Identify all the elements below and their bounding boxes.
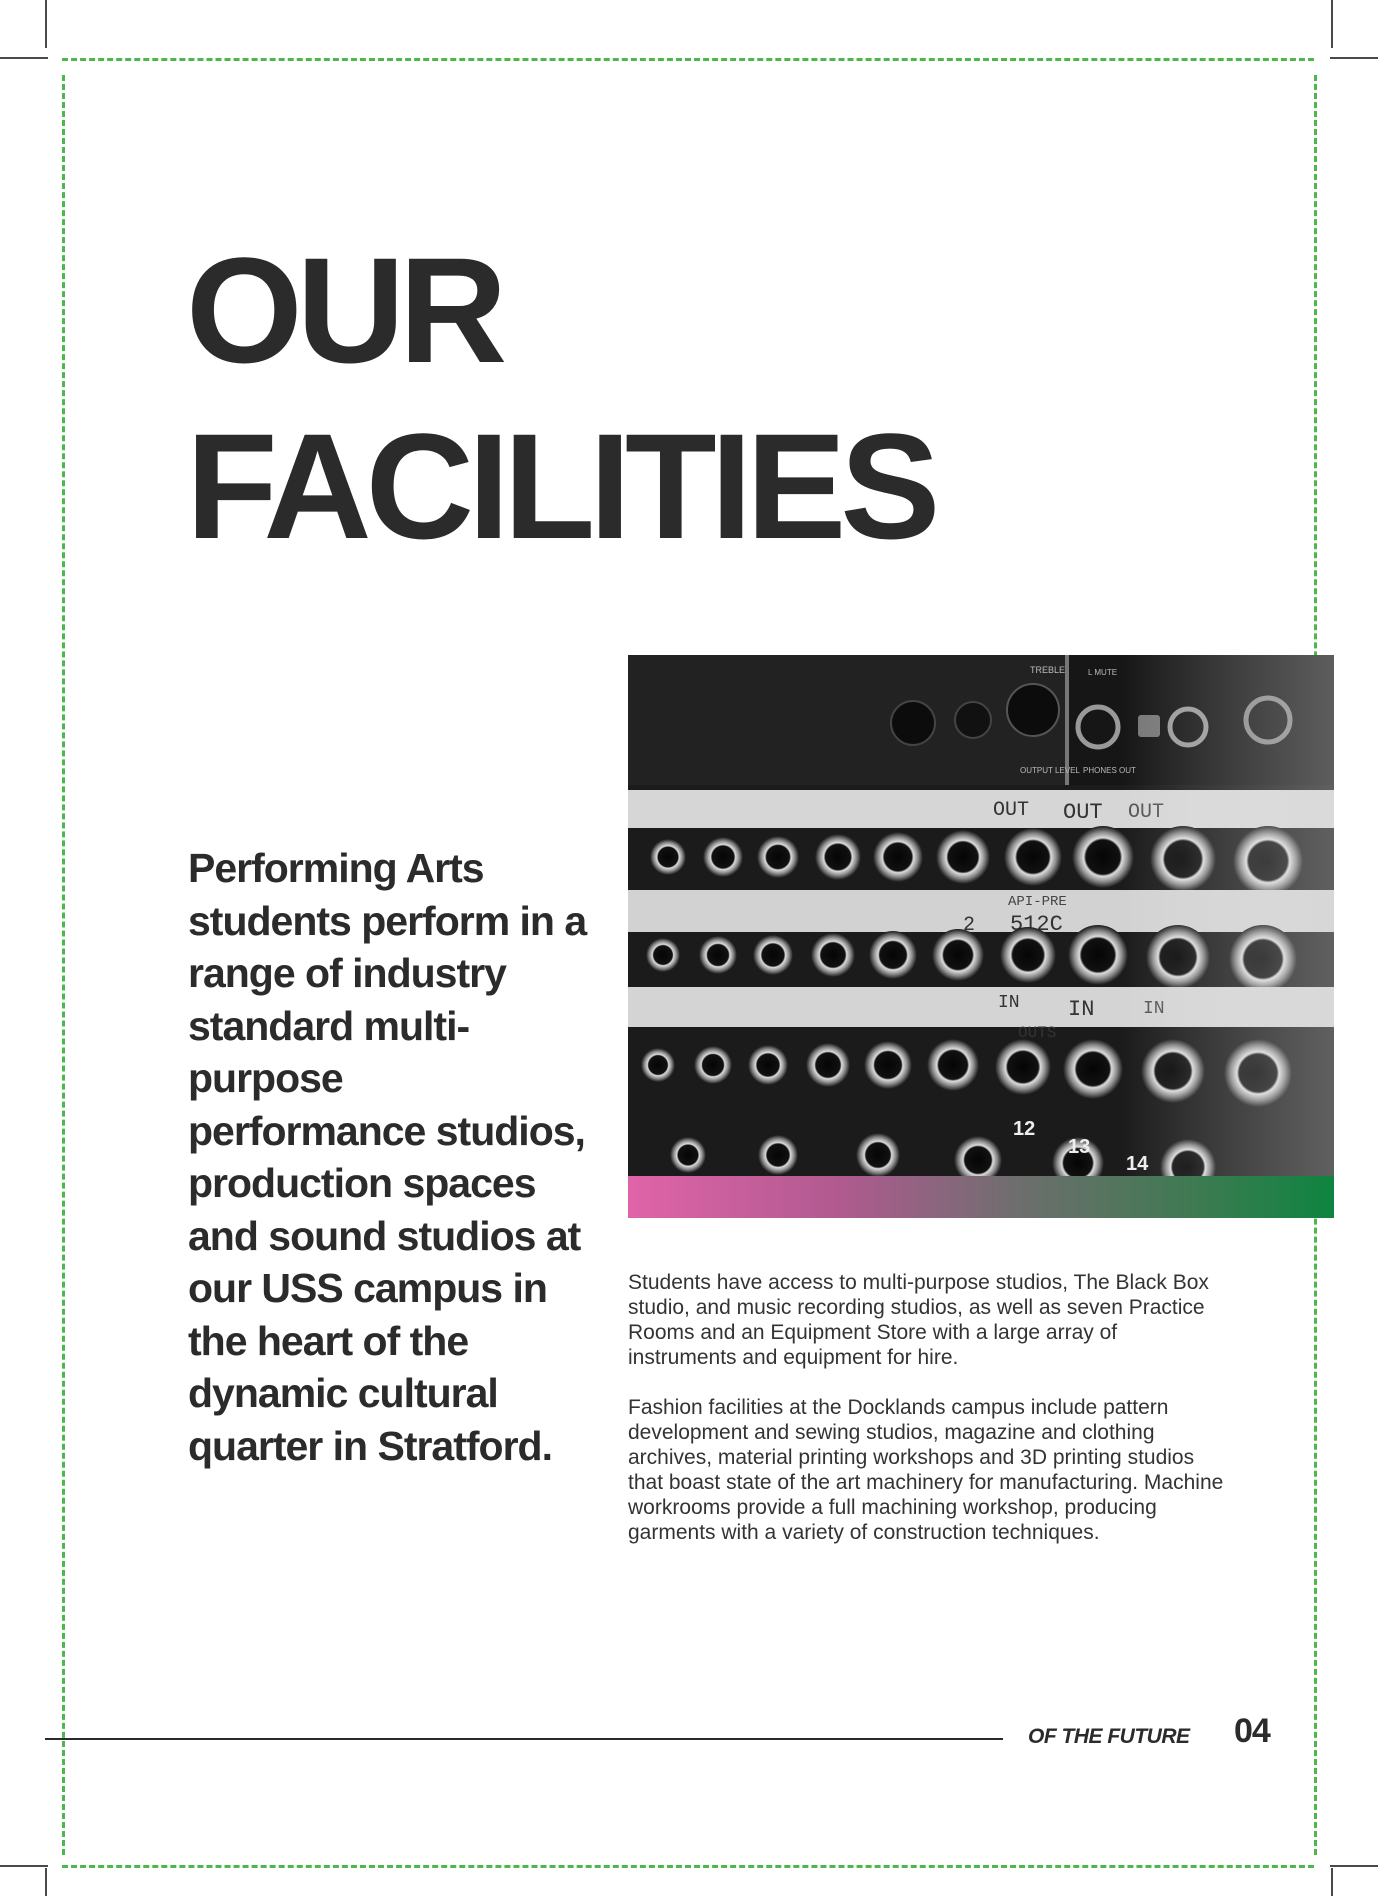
body-paragraph-fashion: Fashion facilities at the Docklands campus include pattern development and sewing studios, magazine and clothing archives, material printing workshops and 3D printing studios that boast state of the art machinery for manufacturing. Machine workrooms provide a full machining workshop, producing garments with a variety of construction techniques. bbox=[628, 1396, 1224, 1544]
gradient-accent-bar bbox=[628, 1176, 1334, 1218]
page-title-line-2: FACILITIES bbox=[186, 402, 935, 570]
footer-tagline: OF THE FUTURE bbox=[1028, 1725, 1190, 1748]
trim-guide-left bbox=[62, 75, 65, 1855]
footer-rule bbox=[45, 1738, 1003, 1740]
trim-guide-bottom bbox=[62, 1865, 1314, 1868]
body-copy bbox=[628, 1270, 1228, 1570]
trim-guide-top bbox=[62, 58, 1314, 61]
page-number: 04 bbox=[1234, 1712, 1270, 1750]
lead-paragraph: Performing Arts students perform in a range of industry standard multi-purpose performance studios, production spaces and sound studios at our USS campus in the heart of the dynamic cultural quarter in Stratford. bbox=[188, 845, 587, 1469]
page-title-line-1: OUR bbox=[186, 226, 502, 394]
page-title bbox=[186, 222, 934, 574]
studio-patchbay-photo bbox=[628, 655, 1334, 1177]
body-paragraph-performing-arts: Students have access to multi-purpose studios, The Black Box studio, and music recording studios, as well as seven Practice Rooms and an Equipment Store with a large array of instruments and equipment for hire. bbox=[628, 1271, 1209, 1369]
